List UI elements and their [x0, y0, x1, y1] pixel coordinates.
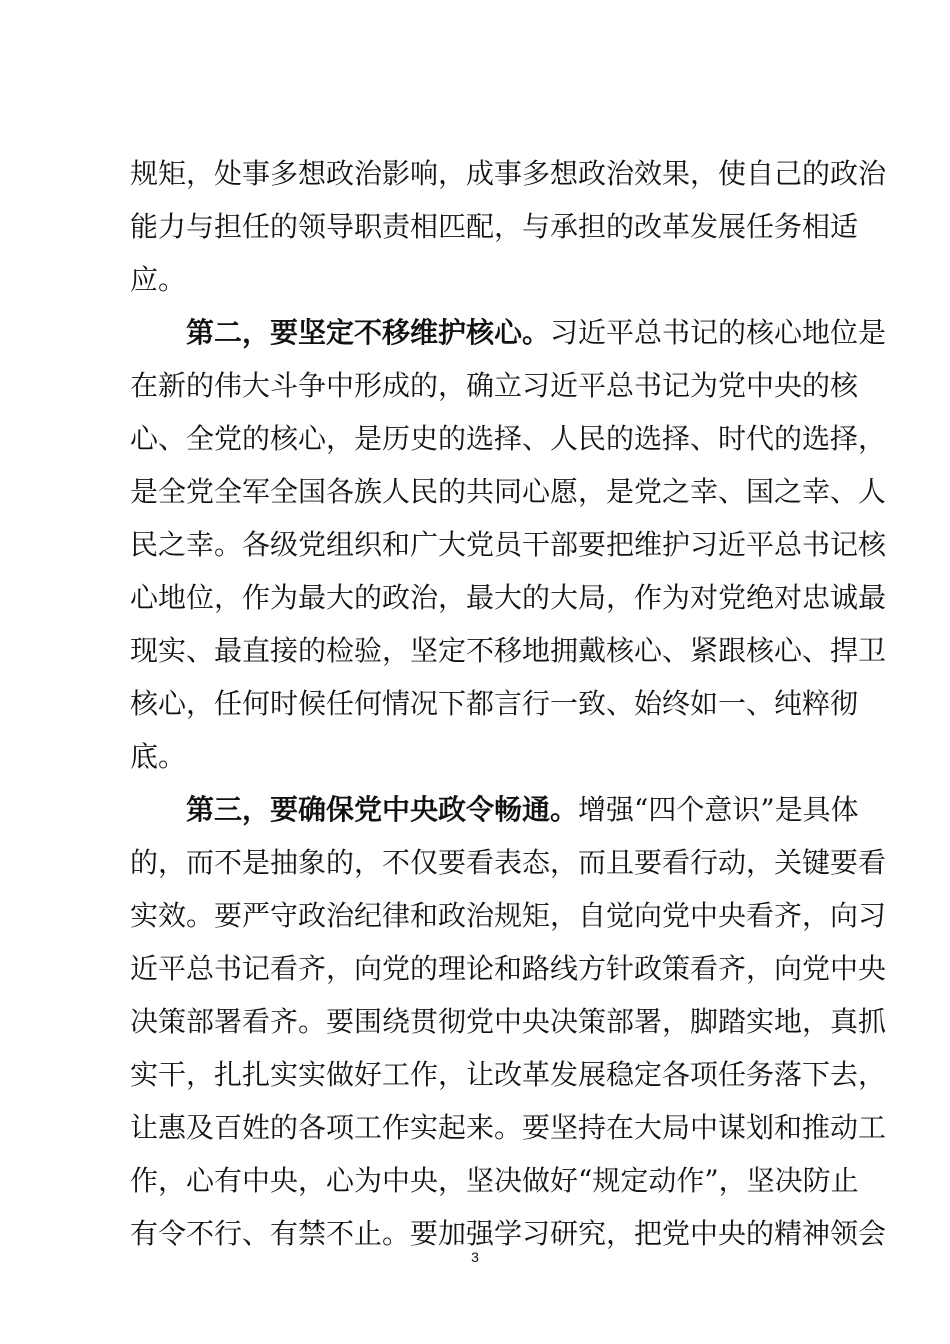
body-line: 有令不行、有禁不止。要加强学习研究，把党中央的精神领会	[130, 1217, 887, 1250]
body-line: 作，心有中央，心为中央，坚决做好“规定动作”，坚决防止	[130, 1164, 859, 1197]
body-line: 底。	[130, 740, 187, 773]
body-line: 核心，任何时候任何情况下都言行一致、始终如一、纯粹彻	[130, 687, 859, 720]
heading-second: 第二，要坚定不移维护核心。	[186, 316, 551, 349]
body-line: 心、全党的核心，是历史的选择、人民的选择、时代的选择，	[130, 422, 887, 455]
body-line: 是全党全军全国各族人民的共同心愿，是党之幸、国之幸、人	[130, 475, 887, 508]
body-line: 应。	[130, 263, 187, 296]
body-text: 习近平总书记的核心地位是	[550, 316, 887, 349]
paragraph-second	[186, 316, 887, 350]
body-line: 心地位，作为最大的政治，最大的大局，作为对党绝对忠诚最	[130, 581, 887, 614]
body-line: 规矩，处事多想政治影响，成事多想政治效果，使自己的政治	[130, 157, 887, 190]
body-line: 近平总书记看齐，向党的理论和路线方针政策看齐，向党中央	[130, 952, 887, 985]
body-line: 决策部署看齐。要围绕贯彻党中央决策部署，脚踏实地，真抓	[130, 1005, 887, 1038]
body-line: 在新的伟大斗争中形成的，确立习近平总书记为党中央的核	[130, 369, 859, 402]
body-line: 实干，扎扎实实做好工作，让改革发展稳定各项任务落下去，	[130, 1058, 887, 1091]
body-line: 现实、最直接的检验，坚定不移地拥戴核心、紧跟核心、捍卫	[130, 634, 887, 667]
body-line: 民之幸。各级党组织和广大党员干部要把维护习近平总书记核	[130, 528, 887, 561]
page-number: 3	[471, 1249, 479, 1265]
body-text: 增强“四个意识”是具体	[578, 793, 859, 826]
body-line: 能力与担任的领导职责相匹配，与承担的改革发展任务相适	[130, 210, 859, 243]
body-line: 让惠及百姓的各项工作实起来。要坚持在大局中谋划和推动工	[130, 1111, 887, 1144]
body-line: 的，而不是抽象的，不仅要看表态，而且要看行动，关键要看	[130, 846, 887, 879]
paragraph-third	[186, 793, 859, 827]
body-line: 实效。要严守政治纪律和政治规矩，自觉向党中央看齐，向习	[130, 899, 887, 932]
heading-third: 第三，要确保党中央政令畅通。	[186, 793, 579, 826]
